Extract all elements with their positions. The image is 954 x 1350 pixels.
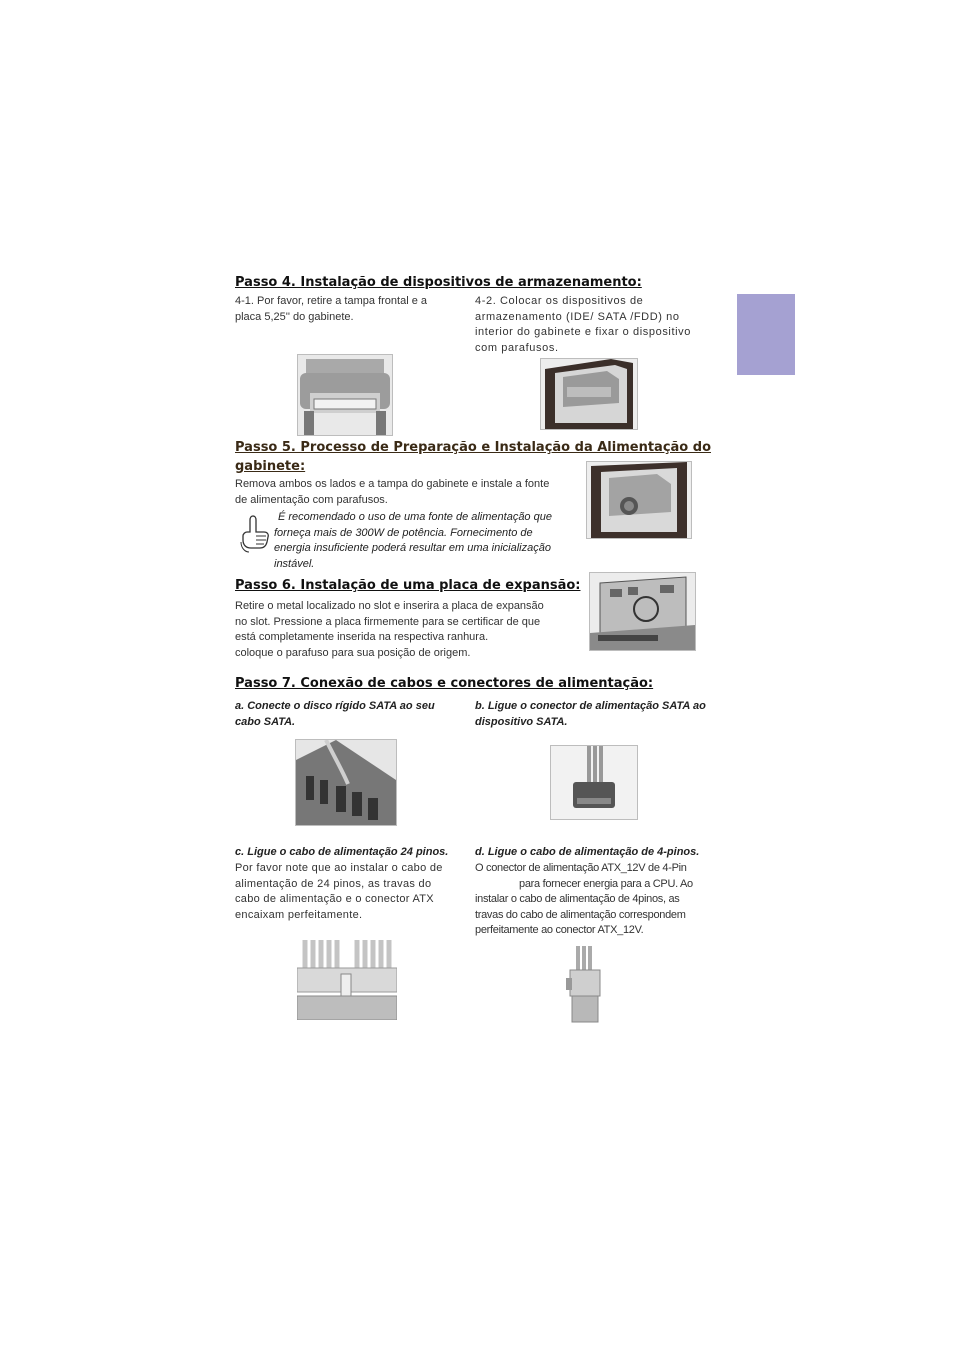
sata-power-connector-image	[550, 745, 638, 820]
expansion-card-install-image	[589, 572, 696, 651]
passo4-step2-text: 4-2. Colocar os dispositivos de armazenamento (IDE/ SATA /FDD) no interior do gabinete e fixar o dispositivo com parafusos.	[475, 295, 691, 354]
passo6-heading: Passo 6. Instalação de uma placa de expansão:	[235, 578, 581, 593]
power-supply-install-image	[586, 461, 692, 539]
passo7-heading: Passo 7. Conexão de cabos e conectores de alimentação:	[235, 676, 654, 691]
passo7-c-text: Por favor note que ao instalar o cabo de alimentação de 24 pinos, as travas do cabo de alimentação e o conector ATX encaixam perfeitamente.	[235, 862, 443, 921]
atx-4pin-connector-image	[564, 946, 606, 1024]
passo5-heading: Passo 5. Processo de Preparação e Instalação da Alimentação do gabinete:	[235, 440, 711, 474]
passo6-text: Retire o metal localizado no slot e inserira a placa de expansão no slot. Pressione a placa firmemente para se certificar de que está completamente inserida na respectiva ranhura. coloque o parafuso para sua posição de origem.	[235, 600, 544, 659]
front-cover-removal-image	[297, 354, 393, 436]
atx-24pin-connector-image	[297, 940, 397, 1020]
passo7-c-title: c. Ligue o cabo de alimentação 24 pinos.	[235, 846, 449, 858]
passo7-a-caption: a. Conecte o disco rígido SATA ao seu cabo SATA.	[235, 700, 435, 728]
section-side-tab	[737, 294, 795, 375]
passo4-step1-text: 4-1. Por favor, retire a tampa frontal e a placa 5,25'' do gabinete.	[235, 295, 427, 323]
passo7-d-title: d. Ligue o cabo de alimentação de 4-pinos.	[475, 846, 700, 858]
passo7-b-caption: b. Ligue o conector de alimentação SATA ao dispositivo SATA.	[475, 700, 706, 728]
sata-hdd-cable-image	[295, 739, 397, 826]
passo5-note: É recomendado o uso de uma fonte de alimentação que forneça mais de 300W de potência. Fornecimento de energia insuficiente poderá resultar em uma inicialização instável.	[274, 511, 552, 570]
pointing-hand-icon	[239, 514, 272, 554]
drive-bay-install-image	[540, 358, 638, 430]
passo7-d-text: O conector de alimentação ATX_12V de 4-Pin para fornecer energia para a CPU. Ao instalar o cabo de alimentação de 4pinos, as travas do cabo de alimentação correspondem perfeitamente ao conector ATX_12V.	[475, 862, 693, 936]
passo5-text: Remova ambos os lados e a tampa do gabinete e instale a fonte de alimentação com parafusos.	[235, 478, 550, 506]
passo4-heading: Passo 4. Instalação de dispositivos de armazenamento:	[235, 275, 642, 290]
